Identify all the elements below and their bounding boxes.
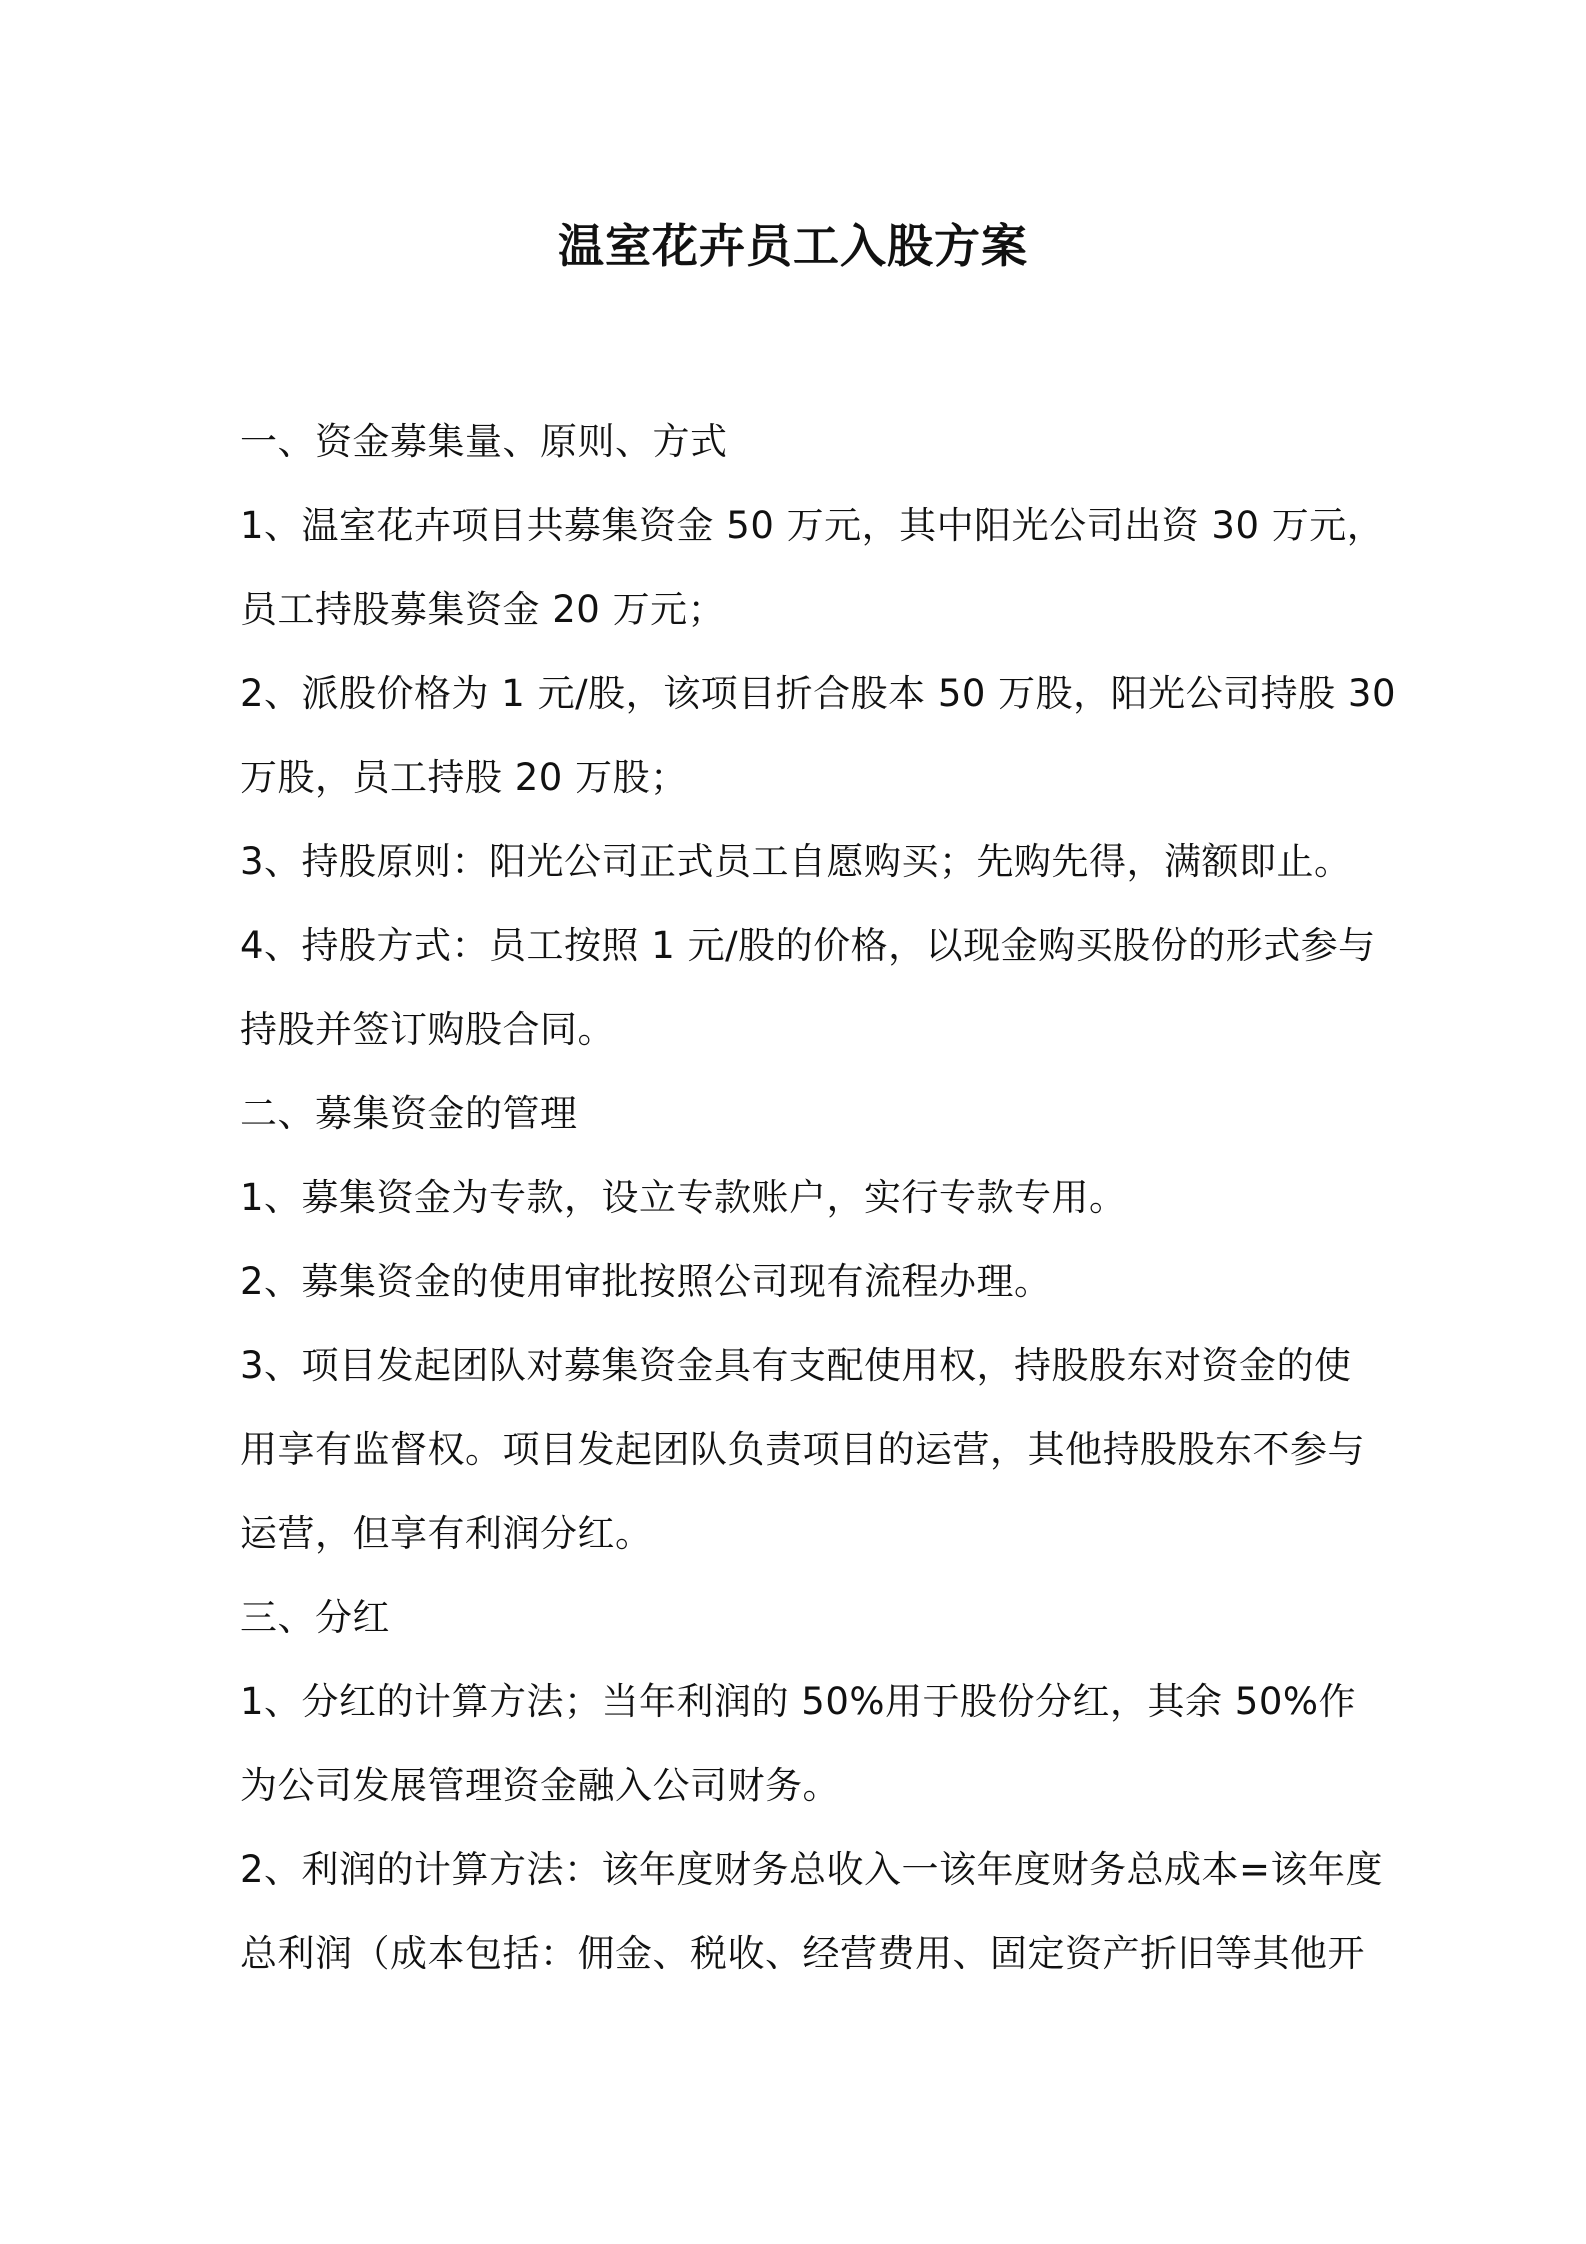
section-heading-1: 一、资金募集量、原则、方式 <box>240 420 728 463</box>
paragraph-line: 2、利润的计算方法：该年度财务总收入一该年度财务总成本=该年度 <box>240 1848 1384 1891</box>
paragraph-line: 持股并签订购股合同。 <box>240 1008 615 1051</box>
paragraph-line: 万股，员工持股 20 万股； <box>240 756 688 799</box>
paragraph-line: 1、温室花卉项目共募集资金 50 万元，其中阳光公司出资 30 万元， <box>240 504 1385 547</box>
paragraph-line: 员工持股募集资金 20 万元； <box>240 588 726 631</box>
paragraph-line: 总利润（成本包括：佣金、税收、经营费用、固定资产折旧等其他开 <box>240 1932 1365 1975</box>
paragraph-line: 2、派股价格为 1 元/股，该项目折合股本 50 万股，阳光公司持股 30 <box>240 672 1397 715</box>
document-title: 温室花卉员工入股方案 <box>558 219 1028 273</box>
paragraph-line: 4、持股方式：员工按照 1 元/股的价格，以现金购买股份的形式参与 <box>240 924 1376 967</box>
paragraph-line: 用享有监督权。项目发起团队负责项目的运营，其他持股股东不参与 <box>240 1428 1365 1471</box>
paragraph-line: 运营，但享有利润分红。 <box>240 1512 653 1555</box>
paragraph-line: 1、募集资金为专款，设立专款账户，实行专款专用。 <box>240 1176 1127 1219</box>
section-heading-3: 三、分红 <box>240 1596 390 1639</box>
section-heading-2: 二、募集资金的管理 <box>240 1092 578 1135</box>
paragraph-line: 1、分红的计算方法；当年利润的 50%用于股份分红，其余 50%作 <box>240 1680 1357 1723</box>
document-body <box>240 400 1397 1996</box>
paragraph-line: 2、募集资金的使用审批按照公司现有流程办理。 <box>240 1260 1052 1303</box>
paragraph-line: 3、项目发起团队对募集资金具有支配使用权，持股股东对资金的使 <box>240 1344 1352 1387</box>
paragraph-line: 3、持股原则：阳光公司正式员工自愿购买；先购先得，满额即止。 <box>240 840 1352 883</box>
paragraph-line: 为公司发展管理资金融入公司财务。 <box>240 1764 840 1807</box>
